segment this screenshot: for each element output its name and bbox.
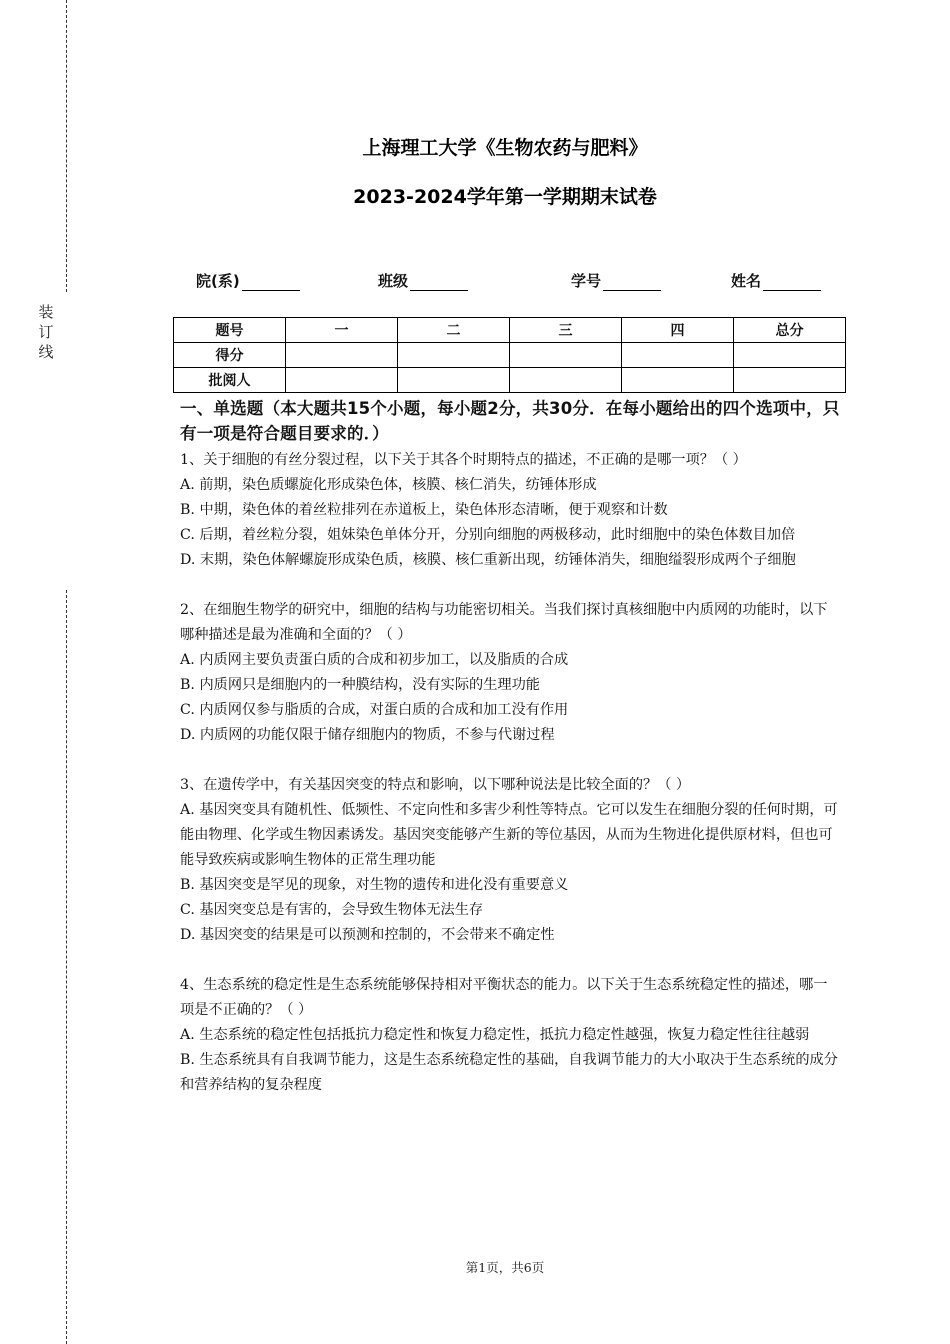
blank-line (763, 274, 821, 291)
question-stem: 1、关于细胞的有丝分裂过程，以下关于其各个时期特点的描述，不正确的是哪一项？（ ） (180, 452, 747, 468)
table-cell: 得分 (174, 343, 286, 368)
grader-cell[interactable] (510, 368, 622, 393)
score-table-row (174, 343, 846, 368)
table-cell: 题号 (174, 318, 286, 343)
student-id-field[interactable] (571, 270, 661, 291)
grader-cell[interactable] (286, 368, 398, 393)
score-table-row (174, 368, 846, 393)
option[interactable]: A. 基因突变具有随机性、低频性、不定向性和多害少利性等特点。它可以发生在细胞分裂的任何时期，可能由物理、化学或生物因素诱发。基因突变能够产生新的等位基因，从而为生物进化提供原材料，但也可能导致疾病或影响生物体的正常生理功能 (180, 802, 838, 868)
score-table-header-row (174, 318, 846, 343)
blank-line (603, 274, 661, 291)
question-4 (180, 973, 840, 1098)
binding-label (36, 302, 56, 362)
field-label: 院(系) (196, 272, 240, 290)
grader-cell[interactable] (734, 368, 846, 393)
table-cell: 一 (286, 318, 398, 343)
score-cell[interactable] (510, 343, 622, 368)
table-cell: 三 (510, 318, 622, 343)
option[interactable]: B. 基因突变是罕见的现象，对生物的遗传和进化没有重要意义 (180, 877, 569, 893)
table-cell: 批阅人 (174, 368, 286, 393)
field-label: 姓名 (731, 272, 762, 290)
score-cell[interactable] (286, 343, 398, 368)
blank-line (242, 274, 300, 291)
section-heading: 一、单选题（本大题共15个小题，每小题2分，共30分．在每小题给出的四个选项中，只有一项是符合题目要求的．） (180, 399, 840, 443)
option[interactable]: D. 末期，染色体解螺旋形成染色质，核膜、核仁重新出现，纺锤体消失，细胞缢裂形成两个子细胞 (180, 552, 796, 568)
option[interactable]: C. 内质网仅参与脂质的合成，对蛋白质的合成和加工没有作用 (180, 702, 569, 718)
field-label: 学号 (571, 272, 602, 290)
option[interactable]: B. 内质网只是细胞内的一种膜结构，没有实际的生理功能 (180, 677, 540, 693)
exam-content (180, 396, 840, 1098)
student-info-row (0, 270, 950, 292)
grader-cell[interactable] (398, 368, 510, 393)
option[interactable]: D. 内质网的功能仅限于储存细胞内的物质，不参与代谢过程 (180, 727, 555, 743)
name-field[interactable] (731, 270, 821, 291)
class-field[interactable] (378, 270, 468, 291)
option[interactable]: C. 后期，着丝粒分裂，姐妹染色单体分开，分别向细胞的两极移动，此时细胞中的染色体数目加倍 (180, 527, 796, 543)
option[interactable]: B. 中期，染色体的着丝粒排列在赤道板上，染色体形态清晰，便于观察和计数 (180, 502, 668, 518)
binding-char: 订 (38, 323, 54, 341)
option[interactable]: C. 基因突变总是有害的，会导致生物体无法生存 (180, 902, 484, 918)
option[interactable]: A. 前期，染色质螺旋化形成染色体，核膜、核仁消失，纺锤体形成 (180, 477, 597, 493)
grader-cell[interactable] (622, 368, 734, 393)
exam-title: 上海理工大学《生物农药与肥料》 (362, 137, 648, 159)
table-cell: 四 (622, 318, 734, 343)
department-field[interactable] (196, 270, 300, 291)
option[interactable]: D. 基因突变的结果是可以预测和控制的，不会带来不确定性 (180, 927, 555, 943)
score-cell[interactable] (734, 343, 846, 368)
binding-char: 装 (38, 303, 54, 321)
score-cell[interactable] (622, 343, 734, 368)
page-footer: 第1页，共6页 (465, 1260, 545, 1275)
question-1 (180, 448, 840, 573)
score-table (173, 317, 846, 393)
question-3 (180, 773, 840, 948)
score-cell[interactable] (398, 343, 510, 368)
option[interactable]: B. 生态系统具有自我调节能力，这是生态系统稳定性的基础，自我调节能力的大小取决于生态系统的成分和营养结构的复杂程度 (180, 1052, 838, 1093)
table-cell: 总分 (734, 318, 846, 343)
field-label: 班级 (378, 272, 409, 290)
question-2 (180, 598, 840, 748)
binding-dashed-line-bottom (66, 590, 67, 1344)
binding-char: 线 (38, 343, 54, 361)
option[interactable]: A. 内质网主要负责蛋白质的合成和初步加工，以及脂质的合成 (180, 652, 569, 668)
question-stem: 3、在遗传学中，有关基因突变的特点和影响，以下哪种说法是比较全面的？（ ） (180, 777, 691, 793)
exam-subtitle: 2023-2024学年第一学期期末试卷 (353, 186, 657, 208)
table-cell: 二 (398, 318, 510, 343)
question-stem: 2、在细胞生物学的研究中，细胞的结构与功能密切相关。当我们探讨真核细胞中内质网的功能时，以下哪种描述是最为准确和全面的？（ ） (180, 602, 828, 643)
question-stem: 4、生态系统的稳定性是生态系统能够保持相对平衡状态的能力。以下关于生态系统稳定性的描述，哪一项是不正确的？（ ） (180, 977, 828, 1018)
option[interactable]: A. 生态系统的稳定性包括抵抗力稳定性和恢复力稳定性，抵抗力稳定性越强，恢复力稳定性往往越弱 (180, 1027, 810, 1043)
blank-line (410, 274, 468, 291)
